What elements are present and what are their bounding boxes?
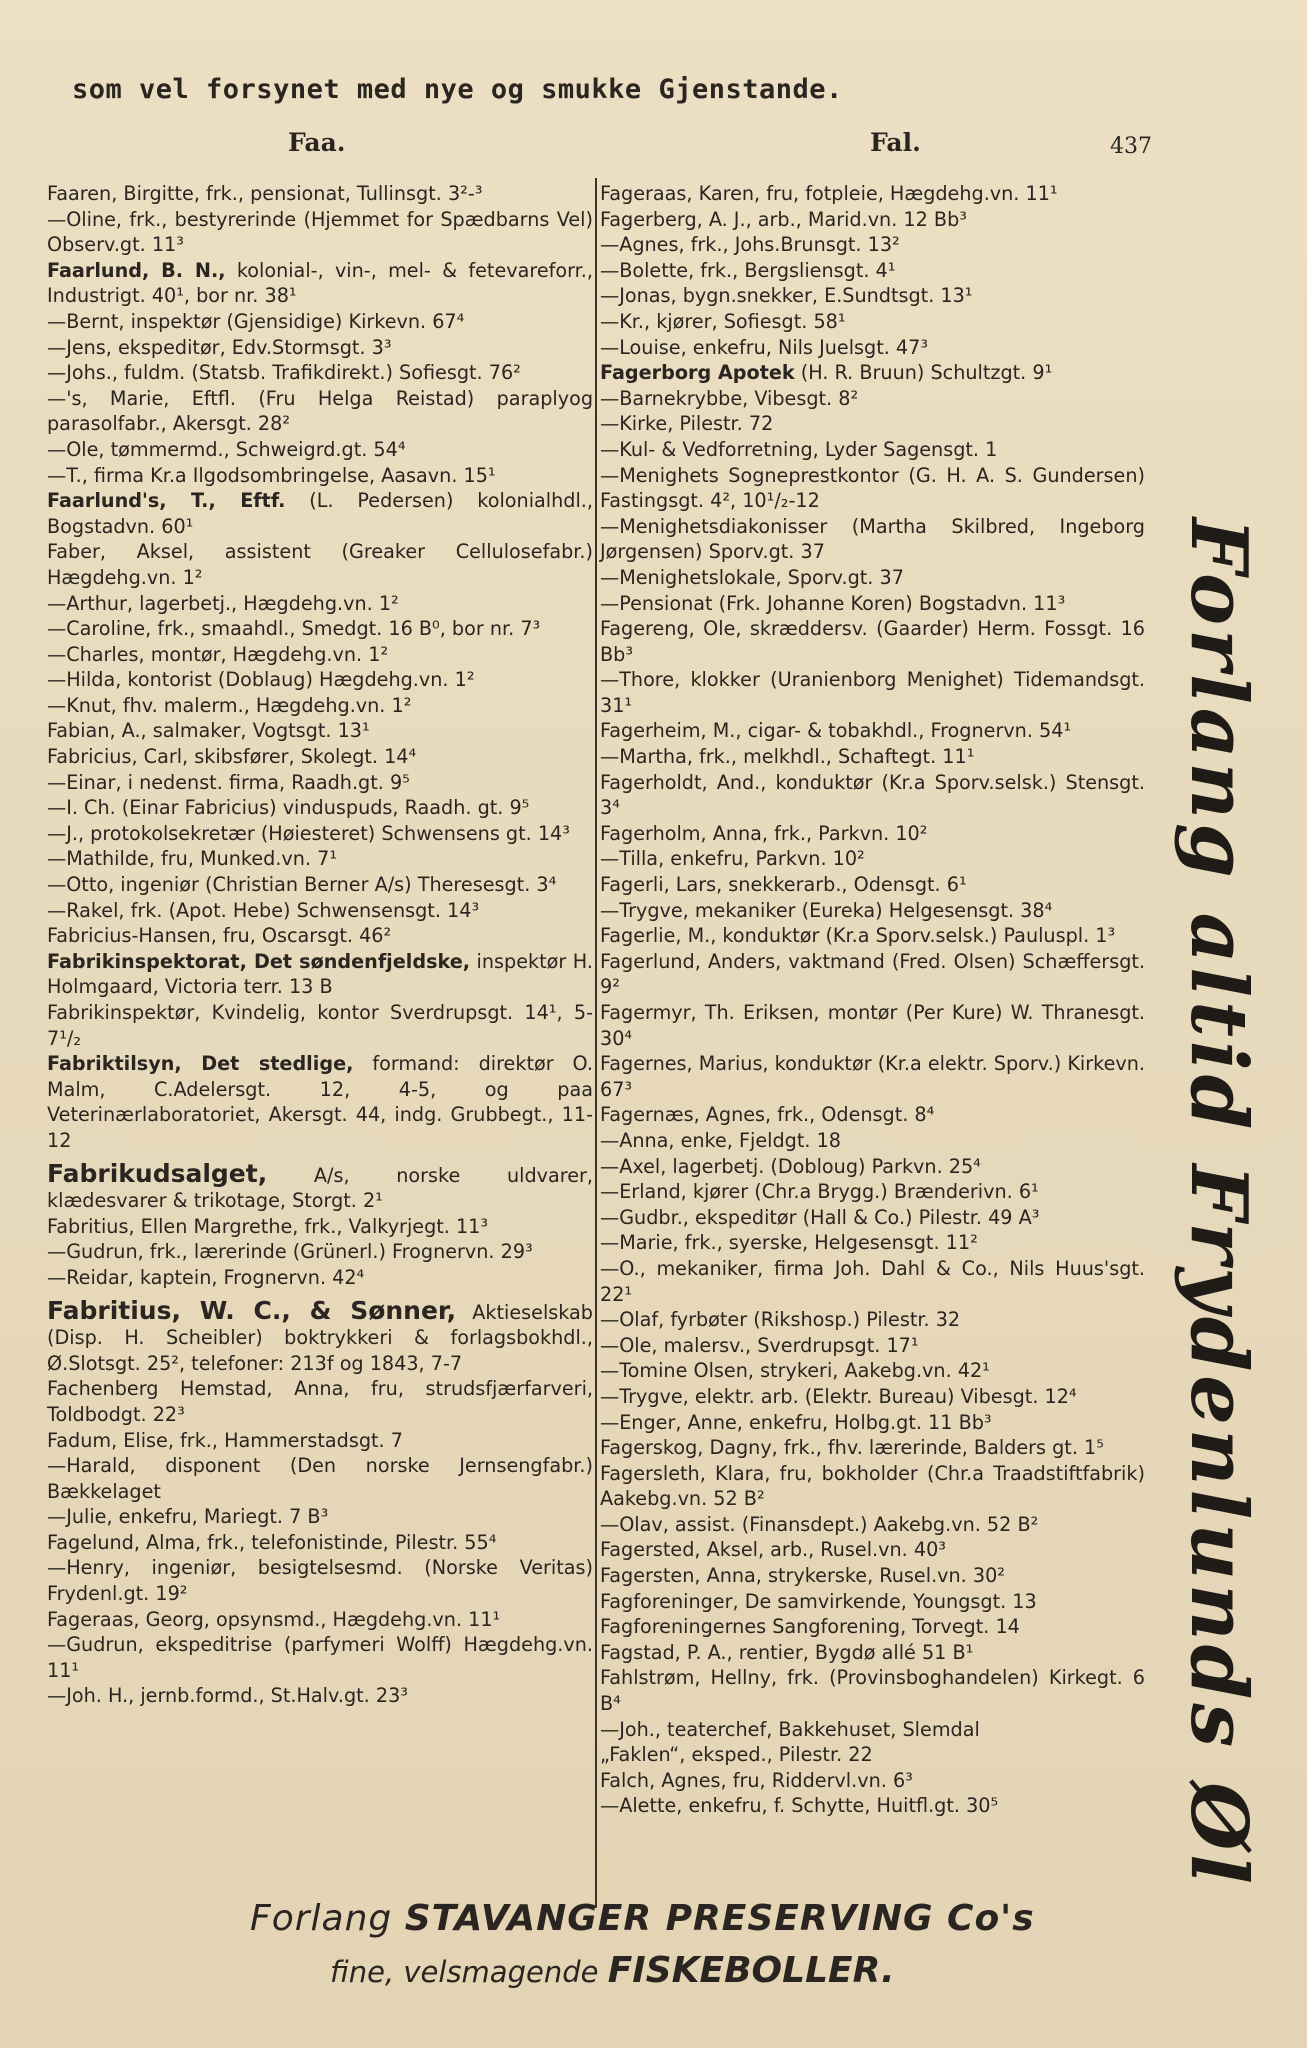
entry-text: —Bernt, inspektør (Gjensidige) Kirkevn. 67⁴ [47,309,465,333]
entry-text: Fahlstrøm, Hellny, frk. (Provinsboghandelen) Kirkegt. 6 B⁴ [600,1666,1145,1716]
directory-entry [47,1214,593,1240]
bottom-advert-product: FISKEBOLLER. [607,1950,895,1991]
directory-entry [600,335,1145,361]
entry-name: Fabrikudsalget, [47,1158,268,1188]
directory-entry [600,232,1145,258]
entry-text: —Bolette, frk., Bergsliensgt. 4¹ [600,258,896,282]
directory-entry [47,872,593,898]
entry-text: —'s, Marie, Eftfl. (Fru Helga Reistad) paraplyog parasolfabr., Akersgt. 28² [47,386,593,436]
directory-entry [47,488,593,539]
directory-entry [47,1607,593,1633]
directory-entry [47,1428,593,1454]
entry-text: Fagerlie, M., konduktør (Kr.a Sporv.selsk.) Pauluspl. 1³ [600,924,1116,948]
directory-entry [600,872,1145,898]
directory-entry [47,591,593,617]
directory-entry [600,898,1145,924]
directory-entry [47,1158,593,1214]
directory-entry [600,1640,1145,1666]
entry-text: —Jonas, bygn.snekker, E.Sundtsgt. 13¹ [600,284,973,308]
directory-entry [47,693,593,719]
entry-text: Fagerholm, Anna, frk., Parkvn. 10² [600,821,928,845]
entry-text: —Menighetsdiakonisser (Martha Skilbred, Ingeborg Jørgensen) Sporv.gt. 37 [600,514,1145,564]
entry-text: —Julie, enkefru, Mariegt. 7 B³ [47,1505,329,1529]
entry-text: Fagerlund, Anders, vaktmand (Fred. Olsen) Schæffersgt. 9² [600,949,1145,999]
entry-text: —Oline, frk., bestyrerinde (Hjemmet for Spædbarns Vel) Observ.gt. 11³ [47,207,593,257]
entry-text: (L. Pedersen) kolonialhdl., Bogstadvn. 60¹ [47,489,593,538]
entry-text: —Kirke, Pilestr. 72 [600,412,774,436]
directory-entry [47,463,593,489]
directory-entry [600,360,1145,386]
directory-entry [47,1453,593,1504]
directory-entry [600,1537,1145,1563]
column-divider [595,178,597,1908]
directory-entry [600,846,1145,872]
entry-text: —Knut, fhv. malerm., Hægdehg.vn. 1² [47,693,412,717]
entry-text: —T., firma Kr.a Ilgodsombringelse, Aasavn. 15¹ [47,463,496,487]
entry-text: —Axel, lagerbetj. (Dobloug) Parkvn. 25⁴ [600,1154,981,1178]
directory-entry [47,642,593,668]
entry-text: —Harald, disponent (Den norske Jernsengfabr.) Bækkelaget [47,1454,593,1503]
entry-text: Fagersted, Aksel, arb., Rusel.vn. 40³ [600,1538,946,1562]
entry-text: Fageraas, Georg, opsynsmd., Hægdehg.vn. 11¹ [47,1607,501,1631]
directory-entry [600,1051,1145,1102]
bottom-advert-tagline: fine, velsmagende [330,1955,599,1989]
directory-entry [600,1717,1145,1743]
directory-entry [47,1376,593,1427]
entry-name: Fabriktilsyn, Det stedlige, [47,1052,354,1076]
entry-text: —Henry, ingeniør, besigtelsesmd. (Norske Veritas) Frydenl.gt. 19² [47,1556,593,1606]
entry-text: Fadum, Elise, frk., Hammerstadsgt. 7 [47,1428,403,1452]
entry-text: Fagerberg, A. J., arb., Marid.vn. 12 Bb³ [600,207,967,231]
directory-entry [47,181,593,207]
page-number: 437 [1110,134,1152,159]
entry-text: —Joh., teaterchef, Bakkehuset, Slemdal [600,1717,980,1741]
entry-text: —Erland, kjører (Chr.a Brygg.) Brænderivn. 6¹ [600,1180,1039,1204]
entry-text: —Trygve, mekaniker (Eureka) Helgesensgt. 38⁴ [600,898,1053,922]
entry-text: —Mathilde, fru, Munked.vn. 7¹ [47,847,338,871]
directory-entry [600,821,1145,847]
entry-text: —Thore, klokker (Uranienborg Menighet) Tidemandsgt. 31¹ [600,668,1145,717]
entry-text: Fagersleth, Klara, fru, bokholder (Chr.a Traadstiftfabrik) Aakebg.vn. 52 B² [600,1461,1145,1511]
entry-text: Fagelund, Alma, frk., telefonistinde, Pilestr. 55⁴ [47,1530,497,1554]
entry-text: Aktieselskab (Disp. H. Scheibler) boktrykkeri & forlagsbokhdl., Ø.Slotsgt. 25², telefoner: 213f og 1843, 7-7 [47,1300,593,1375]
directory-entry [47,667,593,693]
entry-text: —Gudbr., ekspeditør (Hall & Co.) Pilestr. 49 A³ [600,1205,1040,1229]
bottom-advert-line-1 [250,1898,1035,1939]
entry-text: —Marie, frk., syerske, Helgesensgt. 11² [600,1231,978,1255]
entry-text: Fagermyr, Th. Eriksen, montør (Per Kure) W. Thranesgt. 30⁴ [600,1001,1145,1050]
entry-text: —Johs., fuldm. (Statsb. Trafikdirekt.) Sofiesgt. 76² [47,361,521,385]
entry-text: Fagereng, Ole, skræddersv. (Gaarder) Herm. Fossgt. 16 Bb³ [600,617,1145,666]
entry-text: —Tomine Olsen, strykeri, Aakebg.vn. 42¹ [600,1359,990,1383]
directory-entry [47,360,593,386]
directory-entry [47,1239,593,1265]
directory-entry [600,1410,1145,1436]
entry-name: Faarlund, B. N., [47,258,226,282]
directory-entry [600,1384,1145,1410]
directory-entry [47,949,593,1000]
directory-entry [47,1555,593,1606]
directory-entry [600,514,1145,565]
entry-text: —Gudrun, ekspeditrise (parfymeri Wolff) Hægdehg.vn. 11¹ [47,1633,593,1682]
side-advert: Forlang altid Frydenlunds Øl [1173,518,1264,1888]
entry-text: —Jens, ekspeditør, Edv.Stormsgt. 3³ [47,335,392,359]
directory-entry [600,1742,1145,1768]
entry-text: —Menighets Sogneprestkontor (G. H. A. S. Gundersen) Fastingsgt. 4², 10¹/₂-12 [600,463,1145,513]
directory-entry [600,744,1145,770]
directory-entry [600,1589,1145,1615]
right-column-heading: Fal. [870,128,921,157]
entry-text: —O., mekaniker, firma Joh. Dahl & Co., Nils Huus'sgt. 22¹ [600,1256,1145,1306]
directory-entry [600,1205,1145,1231]
directory-entry [600,1793,1145,1819]
entry-text: Fabrikinspektør, Kvindelig, kontor Sverdrupsgt. 14¹, 5-7¹/₂ [47,1001,593,1050]
directory-entry [47,1000,593,1051]
entry-text: —Trygve, elektr. arb. (Elektr. Bureau) Vibesgt. 12⁴ [600,1384,1077,1408]
entry-text: —Gudrun, frk., lærerinde (Grünerl.) Frognervn. 29³ [47,1240,533,1264]
directory-entry [600,616,1145,667]
directory-entry [600,667,1145,718]
entry-text: —J., protokolsekretær (Høiesteret) Schwensens gt. 14³ [47,821,570,845]
directory-entry [47,539,593,590]
bottom-advert-brand: STAVANGER PRESERVING Co's [404,1898,1035,1939]
entry-text: —Ole, malersv., Sverdrupsgt. 17¹ [600,1333,919,1357]
entry-text: (H. R. Bruun) Schultzgt. 9¹ [794,361,1053,385]
entry-text: formand: direktør O. Malm, C.Adelersgt. 12, 4-5, og paa Veterinærlaboratoriet, Akersgt. 44, indg. Grubbegt., 11-12 [47,1052,593,1152]
directory-entry [47,335,593,361]
entry-text: Fabritius, Ellen Margrethe, frk., Valkyrjegt. 11³ [47,1214,489,1238]
entry-text: Fagernes, Marius, konduktør (Kr.a elektr. Sporv.) Kirkevn. 67³ [600,1052,1145,1101]
entry-text: Faaren, Birgitte, frk., pensionat, Tullinsgt. 3²-³ [47,182,483,205]
entry-text: —Charles, montør, Hægdehg.vn. 1² [47,642,389,666]
entry-text: —Alette, enkefru, f. Schytte, Huitfl.gt. 30⁵ [600,1794,999,1818]
entry-text: —Louise, enkefru, Nils Juelsgt. 47³ [600,335,929,359]
directory-entry [47,386,593,437]
directory-entry [47,1683,593,1709]
entry-name: Faarlund's, T., Eftf. [47,489,286,513]
entry-text: Fabricius, Carl, skibsfører, Skolegt. 14⁴ [47,745,417,769]
directory-entry [600,1102,1145,1128]
entry-text: —Olav, assist. (Finansdept.) Aakebg.vn. 52 B² [600,1512,1039,1536]
directory-entry [600,949,1145,1000]
entry-text: —Olaf, fyrbøter (Rikshosp.) Pilestr. 32 [600,1308,961,1332]
entry-text: —Ole, tømmermd., Schweigrd.gt. 54⁴ [47,437,406,461]
directory-entry [600,1128,1145,1154]
entry-text: „Faklen“, eksped., Pilestr. 22 [600,1743,873,1767]
entry-text: —Barnekrybbe, Vibesgt. 8² [600,386,859,410]
directory-entry [600,386,1145,412]
entry-text: inspektør H. Holmgaard, Victoria terr. 13 B [47,949,593,999]
entry-text: —Agnes, frk., Johs.Brunsgt. 13² [600,233,900,257]
entry-text: —Martha, frk., melkhdl., Schaftegt. 11¹ [600,745,975,769]
directory-entry [600,463,1145,514]
directory-entry [600,411,1145,437]
directory-entry [600,1614,1145,1640]
entry-text: Fagstad, P. A., rentier, Bygdø allé 51 B¹ [600,1640,974,1664]
entry-text: —Anna, enke, Fjeldgt. 18 [600,1128,841,1152]
entry-text: —Reidar, kaptein, Frognervn. 42⁴ [47,1265,365,1289]
entry-text: —Rakel, frk. (Apot. Hebe) Schwensensgt. 14³ [47,898,480,922]
directory-entry [600,591,1145,617]
directory-entry [47,1632,593,1683]
entry-text: Fagerli, Lars, snekkerarb., Odensgt. 6¹ [600,873,967,897]
directory-entry [47,795,593,821]
entry-text: kolonial-, vin-, mel- & fetevareforr., Industrigt. 40¹, bor nr. 38¹ [47,258,594,308]
entry-text: Fagerholdt, And., konduktør (Kr.a Sporv.selsk.) Stensgt. 3⁴ [600,770,1145,820]
directory-entry [600,1179,1145,1205]
directory-entry [600,283,1145,309]
directory-entry [600,437,1145,463]
directory-entry [600,258,1145,284]
directory-entry [47,770,593,796]
directory-entry [600,1333,1145,1359]
entry-text: Faber, Aksel, assistent (Greaker Cellulosefabr.) Hægdehg.vn. 1² [47,540,593,589]
entry-text: A/s, norske uldvarer, klædesvarer & trikotage, Storgt. 2¹ [47,1163,593,1213]
directory-entry [47,923,593,949]
entry-text: Fabian, A., salmaker, Vogtsgt. 13¹ [47,719,370,743]
entry-text: —Pensionat (Frk. Johanne Koren) Bogstadvn. 11³ [600,591,1066,615]
entry-text: —Joh. H., jernb.formd., St.Halv.gt. 23³ [47,1684,408,1708]
directory-entry [600,1256,1145,1307]
directory-entry [600,1307,1145,1333]
directory-entry [600,1563,1145,1589]
directory-entry [47,1295,593,1377]
directory-entry [47,207,593,258]
entry-text: —Enger, Anne, enkefru, Holbg.gt. 11 Bb³ [600,1410,992,1434]
directory-entry [600,1512,1145,1538]
entry-text: —I. Ch. (Einar Fabricius) vinduspuds, Raadh. gt. 9⁵ [47,796,530,820]
entry-text: —Kul- & Vedforretning, Lyder Sagensgt. 1 [600,437,998,461]
entry-name: Fagerborg Apotek [600,361,795,385]
bottom-advert-prefix: Forlang [250,1898,393,1939]
entry-text: Fagerheim, M., cigar- & tobakhdl., Frognervn. 54¹ [600,719,1072,743]
directory-entry [47,258,593,309]
entry-text: Fagersten, Anna, strykerske, Rusel.vn. 30² [600,1564,1005,1588]
entry-text: Fagforeninger, De samvirkende, Youngsgt. 13 [600,1589,1037,1613]
directory-entry [600,1461,1145,1512]
bottom-advert-line-2 [330,1950,895,1991]
directory-entry [600,923,1145,949]
directory-entry [47,437,593,463]
entry-text: Falch, Agnes, fru, Riddervl.vn. 6³ [600,1768,913,1792]
entry-text: Fagernæs, Agnes, frk., Odensgt. 8⁴ [600,1103,935,1127]
entry-text: Fageraas, Karen, fru, fotpleie, Hægdehg.vn. 11¹ [600,182,1058,205]
entry-text: —Otto, ingeniør (Christian Berner A/s) Theresesgt. 3⁴ [47,873,557,897]
directory-entry [600,770,1145,821]
directory-entry [47,821,593,847]
entry-text: —Hilda, kontorist (Doblaug) Hægdehg.vn. 1² [47,668,475,692]
entry-text: —Arthur, lagerbetj., Hægdehg.vn. 1² [47,591,399,615]
directory-entry [47,616,593,642]
directory-entry [47,744,593,770]
left-column [47,181,593,1709]
directory-entry [600,1230,1145,1256]
directory-entry [600,1358,1145,1384]
entry-text: —Einar, i nedenst. firma, Raadh.gt. 9⁵ [47,770,410,794]
top-advert-line: som vel forsynet med nye og smukke Gjenstande. [72,74,843,105]
entry-name: Fabrikinspektorat, Det søndenfjeldske, [47,949,471,973]
directory-entry [600,1154,1145,1180]
directory-entry [47,718,593,744]
directory-entry [600,1665,1145,1716]
directory-entry [47,1530,593,1556]
directory-entry [47,1265,593,1291]
directory-entry [600,309,1145,335]
entry-text: Fachenberg Hemstad, Anna, fru, strudsfjærfarveri, Toldbodgt. 22³ [47,1377,593,1426]
entry-text: —Menighetslokale, Sporv.gt. 37 [600,565,904,589]
entry-text: Fabricius-Hansen, fru, Oscarsgt. 46² [47,924,392,948]
directory-entry [600,1000,1145,1051]
directory-entry [47,846,593,872]
directory-entry [600,1435,1145,1461]
entry-text: Fagerskog, Dagny, frk., fhv. lærerinde, Balders gt. 1⁵ [600,1436,1104,1460]
entry-text: —Kr., kjører, Sofiesgt. 58¹ [600,309,846,333]
directory-entry [47,1051,593,1153]
directory-entry [47,309,593,335]
directory-entry [600,1768,1145,1794]
entry-text: —Tilla, enkefru, Parkvn. 10² [600,847,865,871]
directory-entry [600,718,1145,744]
directory-entry [600,565,1145,591]
directory-entry [47,1504,593,1530]
left-column-heading: Faa. [288,128,346,157]
right-column [600,181,1145,1819]
directory-entry [600,207,1145,233]
entry-text: —Caroline, frk., smaahdl., Smedgt. 16 B⁰, bor nr. 7³ [47,617,541,641]
entry-text: Fagforeningernes Sangforening, Torvegt. 14 [600,1615,1020,1639]
directory-entry [600,181,1145,207]
entry-name: Fabritius, W. C., & Sønner, [47,1295,457,1325]
directory-entry [47,898,593,924]
